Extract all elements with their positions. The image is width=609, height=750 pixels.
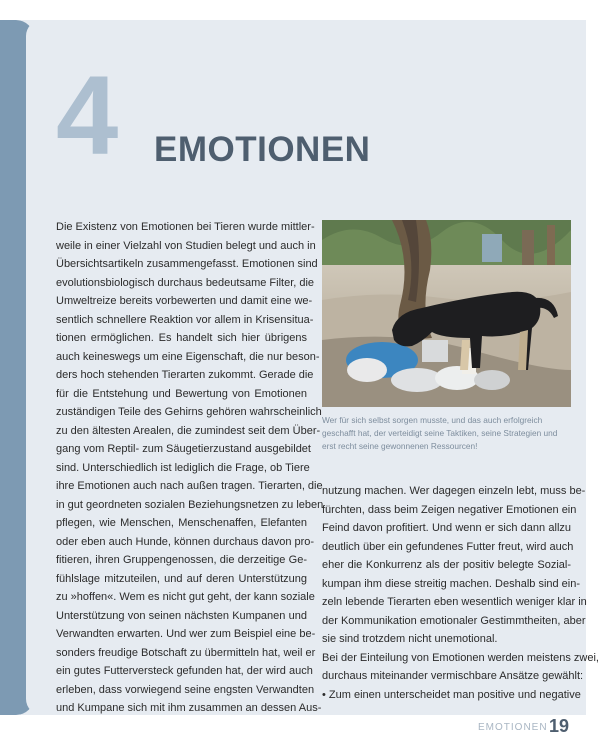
text-line: sentlich schnellere Reaktion vor allem in Krisensitua- (56, 313, 314, 326)
text-line: nutzung machen. Wer dagegen einzeln lebt, muss be- (322, 485, 586, 497)
text-line: zu den ältesten Arealen, die zumindest seit dem Über- (56, 424, 321, 437)
footer-section-label: EMOTIONEN (478, 722, 548, 733)
text-line: sonders freudige Botschaft zu übermitteln hat, weil er (56, 646, 316, 659)
text-line: für die Entstehung und Bewertung von Emotionen (56, 387, 307, 400)
text-line: oder eben auch Hunde, können durchaus davon pro- (56, 535, 315, 548)
text-line: weile in einer Vielzahl von Studien belegt und auch in (56, 239, 316, 252)
caption-line: Wer für sich selbst sorgen musste, und das auch erfolgreich (322, 415, 543, 425)
text-line: tionen ermöglichen. Es handelt sich hier übrigens (56, 332, 307, 344)
text-line: sie sind trotzdem nicht unemotional. (322, 633, 498, 645)
text-line: Unterstützung von seinen nächsten Kumpanen und (56, 609, 307, 622)
chapter-number: 4 (56, 53, 119, 178)
text-line: Verwandten erwarten. Und wer zum Beispiel eine be- (56, 628, 316, 640)
right-column-text (322, 482, 599, 704)
text-line: zu »hoffen«. Wem es nicht gut geht, der kann soziale (56, 591, 315, 603)
page-number: 19 (549, 716, 570, 736)
text-line: ein gutes Futterversteck gefunden hat, der wird auch (56, 665, 313, 677)
text-line: ihre Emotionen auch nach außen tragen. Tierarten, die (56, 480, 323, 492)
side-tab-mask (26, 20, 56, 715)
text-line: pflegen, wie Menschen, Menschenaffen, Elefanten (56, 517, 307, 529)
dog-eating-trash-photo (322, 220, 571, 407)
text-line: Umweltreize bereits vorbewerten und damit eine we- (56, 295, 313, 307)
text-line: Feind davon profitiert. Und wenn er sich dann allzu (322, 522, 571, 534)
caption-line: erst recht seine gewonnenen Ressourcen! (322, 441, 478, 451)
text-line: sind. Unterschiedlich ist lediglich die Frage, ob Tiere (56, 461, 310, 474)
text-line: in gut geordneten sozialen Beziehungsnetzen zu leben (56, 498, 324, 511)
text-line: Die Existenz von Emotionen bei Tieren wurde mittler- (56, 221, 315, 233)
text-line: deutlich über ein gefundenes Futter freut, wird auch (322, 540, 574, 553)
text-line: kumpan ihm diese streitig machen. Deshalb sind ein- (322, 577, 581, 590)
text-line: fitieren, ihren Gruppengenossen, die derzeitige Ge- (56, 554, 307, 566)
text-line: ders hoch stehenden Tierarten zukommt. Gerade die (56, 369, 314, 381)
text-line: eher die Konkurrenz als der positiv belegte Sozial- (322, 559, 571, 571)
text-line: erleben, dass vorwiegend seine engsten Verwandten (56, 683, 315, 696)
left-column-text (56, 218, 324, 718)
text-line: zeln lebende Tierarten eben wesentlich weniger klar in (322, 596, 587, 608)
text-line: fühlslage mitzuteilen, und auf deren Unterstützung (56, 572, 307, 585)
bullet-item: • Zum einen unterscheidet man positive und negative (322, 688, 581, 701)
text-line: Übersichtsartikeln zusammengefasst. Emotionen sind (56, 258, 318, 270)
text-line: zuständigen Teile des Gehirns gehören wahrscheinlich (56, 406, 322, 418)
text-line: durchaus miteinander vermischbare Ansätze gewählt: (322, 670, 584, 682)
chapter-title: EMOTIONEN (154, 130, 371, 169)
photo-caption (322, 414, 572, 453)
caption-line: geschafft hat, der verteidigt seine Taktiken, seine Strategien und (322, 428, 558, 438)
text-line: fürchten, dass beim Zeigen negativer Emotionen ein (322, 503, 577, 516)
text-line: auch keineswegs um eine Eigenschaft, die nur beson- (56, 350, 320, 363)
text-line: evolutionsbiologisch durchaus bedeutsame Filter, die (56, 276, 315, 289)
text-line: gang vom Reptil- zum Säugetierzustand ausgebildet (56, 443, 311, 455)
text-line: und Kumpane sich mit ihm zusammen an dessen Aus- (56, 702, 322, 714)
text-line: Bei der Einteilung von Emotionen werden meistens zwei, (322, 651, 599, 664)
text-line: der Kommunikation emotionaler Gestimmtheiten, aber (322, 614, 586, 627)
